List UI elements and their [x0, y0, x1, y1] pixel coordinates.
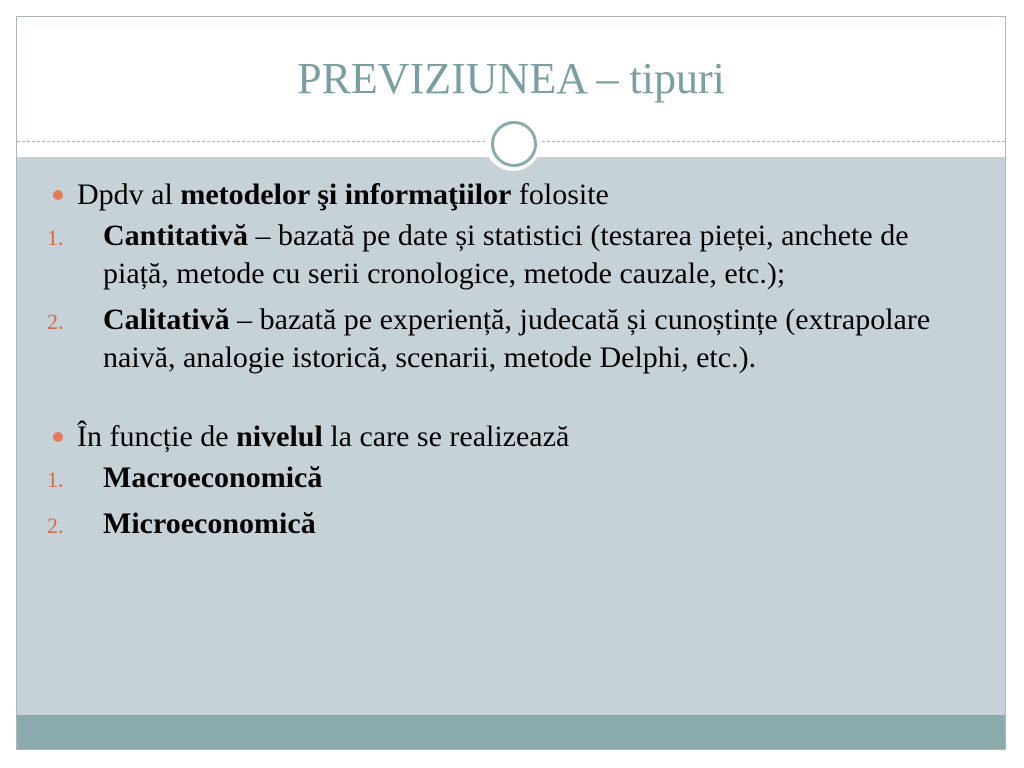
bullet-methods [47, 177, 977, 213]
list-item-macroeconomic [47, 459, 977, 497]
spacer [47, 385, 977, 419]
slide-title: PREVIZIUNEA – tipuri [297, 54, 725, 103]
list-number: 1. [47, 467, 64, 492]
list-item-microeconomic [47, 505, 977, 543]
list-term: Macroeconomică [103, 461, 323, 494]
list-text: – bazată pe date și statistici (testarea pieței, anchete de piață, metode cu serii cronologice, metode cauzale, etc.); [103, 219, 909, 290]
circle-ornament-icon [485, 115, 541, 171]
slide-body [47, 177, 977, 551]
bullet-bold: nivelul [236, 420, 323, 453]
list-term: Microeconomică [103, 507, 316, 540]
slide [16, 16, 1006, 750]
list-number: 2. [47, 513, 64, 538]
footer-band [17, 715, 1005, 749]
list-item-qualitative [47, 301, 977, 377]
bullet-bold: metodelor şi informaţiilor [180, 178, 512, 211]
bullet-level [47, 419, 977, 455]
list-item-quantitative [47, 217, 977, 293]
bullet-text: Dpdv al [77, 178, 181, 211]
list-term: Cantitativă [103, 219, 248, 252]
list-text: – bazată pe experiență, judecată și cunoștințe (extrapolare naivă, analogie istorică, scenarii, metode Delphi, etc.). [103, 303, 931, 374]
bullet-tail: folosite [511, 178, 609, 211]
bullet-tail: la care se realizează [322, 420, 570, 453]
list-term: Calitativă [103, 303, 230, 336]
bullet-dot-icon [53, 432, 63, 442]
bullet-text: În funcție de [77, 420, 237, 453]
ring-icon [491, 121, 537, 167]
bullet-dot-icon [53, 190, 63, 200]
list-number: 1. [47, 225, 64, 250]
list-number: 2. [47, 309, 64, 334]
